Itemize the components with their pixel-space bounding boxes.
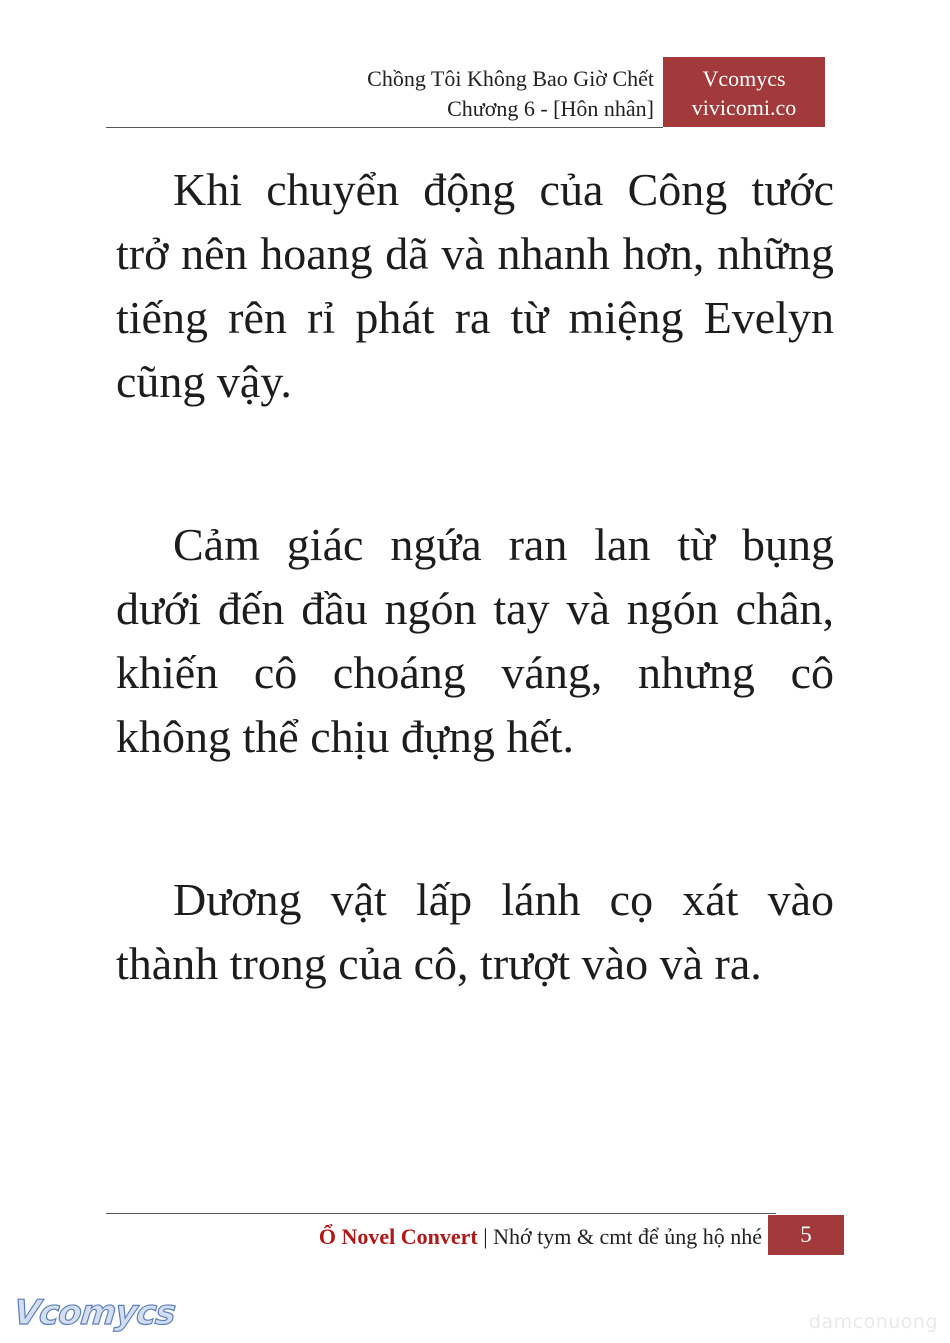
running-header xyxy=(367,64,654,124)
chapter-title: Chương 6 - [Hôn nhân] xyxy=(447,96,654,121)
footer-note xyxy=(319,1223,762,1251)
paragraph: Cảm giác ngứa ran lan từ bụng dưới đến đầu ngón tay và ngón chân, khiến cô choáng váng, nhưng cô không thể chịu đựng hết. xyxy=(116,519,834,762)
vcomycs-logo: Vcomycs xyxy=(11,1293,177,1333)
footer-message: Nhớ tym & cmt để ủng hộ nhé xyxy=(493,1224,762,1249)
paragraph: Dương vật lấp lánh cọ xát vào thành trong của cô, trượt vào và ra. xyxy=(116,874,834,989)
header-divider xyxy=(106,127,663,128)
footer-divider xyxy=(106,1213,776,1214)
chapter-body xyxy=(116,158,834,996)
badge-name: Vcomycs xyxy=(702,66,786,91)
book-title: Chồng Tôi Không Bao Giờ Chết xyxy=(367,66,654,91)
footer-separator: | xyxy=(477,1224,494,1249)
footer-brand: Ổ Novel Convert xyxy=(318,1224,478,1249)
page-number: 5 xyxy=(768,1215,844,1255)
paragraph: Khi chuyển động của Công tước trở nên hoang dã và nhanh hơn, những tiếng rên rỉ phát ra từ miệng Evelyn cũng vậy. xyxy=(116,164,834,407)
publisher-badge xyxy=(663,57,825,127)
badge-site: vivicomi.co xyxy=(691,95,797,120)
watermark-text: damconuong xyxy=(808,1311,938,1333)
